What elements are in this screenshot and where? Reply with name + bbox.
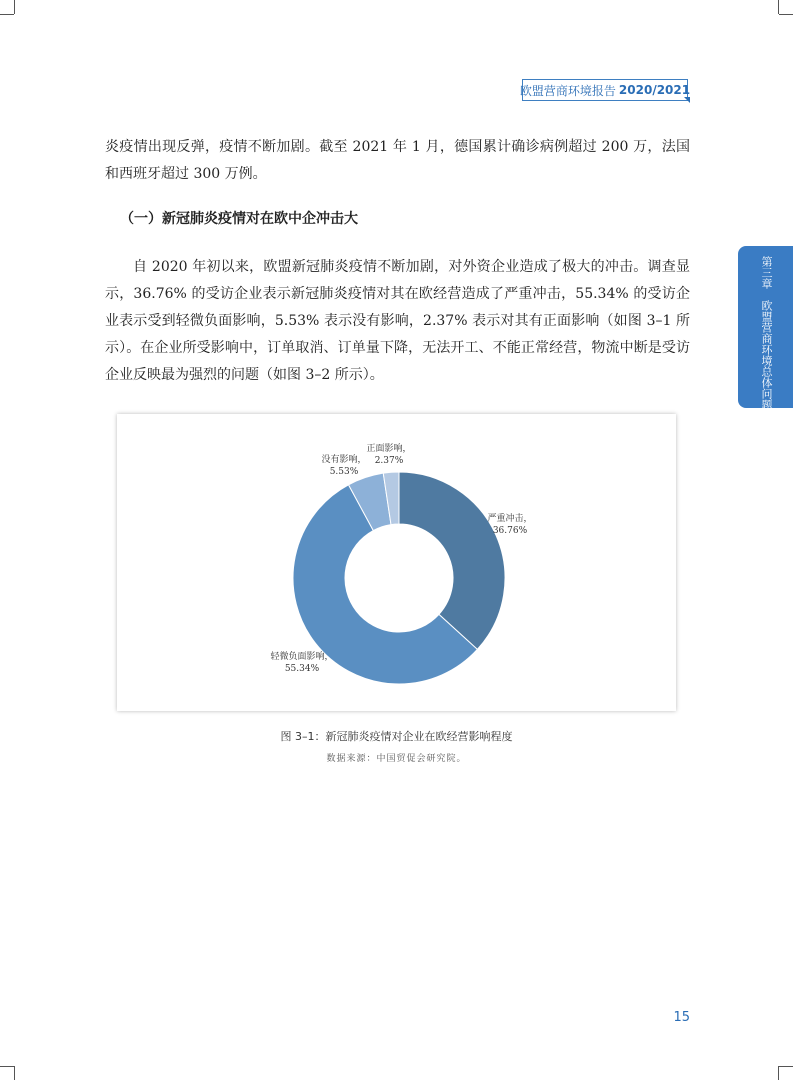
slice-label-3: 没有影响， 5.53%	[321, 455, 367, 477]
donut-slice-1	[399, 472, 505, 649]
crop-mark-tr-v	[778, 0, 779, 14]
paragraph-continued: 炎疫情出现反弹，疫情不断加剧。截至 2021 年 1 月，德国累计确诊病例超过 200 万，法国和西班牙超过 300 万例。	[105, 139, 690, 182]
crop-mark-tr	[779, 14, 793, 15]
running-header	[519, 79, 691, 101]
crop-mark-br-v	[778, 1066, 779, 1080]
crop-mark-br	[779, 1066, 793, 1067]
chapter-side-tab-label: 第三章 欧盟营商环境总体问题	[760, 256, 773, 410]
page-number: 15	[673, 1010, 690, 1025]
figure-3-1	[117, 414, 676, 711]
paragraph-survey: 自 2020 年初以来，欧盟新冠肺炎疫情不断加剧，对外资企业造成了极大的冲击。调查显示，36.76% 的受访企业表示新冠肺炎疫情对其在欧经营造成了严重冲击，55.34% 的受访企业表示受到轻微负面影响，5.53% 表示没有影响，2.37% 表示对其有正面影响（如图 3–1 所示）。在企业所受影响中，订单取消、订单量下降，无法开工、不能正常经营，物流中断是受访企业反映最为强烈的问题（如图 3–2 所示）。	[105, 259, 690, 383]
running-header-title: 欧盟营商环境报告	[519, 83, 616, 98]
crop-mark-tl	[0, 14, 14, 15]
crop-mark-bl-v	[14, 1066, 15, 1080]
figure-source: 数据来源：中国贸促会研究院。	[326, 754, 467, 764]
running-header-year: 2020/2021	[618, 83, 691, 97]
section-heading: （一）新冠肺炎疫情对在欧中企冲击大	[120, 211, 358, 227]
slice-label-2: 轻微负面影响， 55.34%	[270, 652, 334, 674]
crop-mark-bl	[0, 1066, 14, 1067]
crop-mark-tl-v	[14, 0, 15, 14]
slice-label-1: 严重冲击， 36.76%	[487, 514, 533, 536]
header-corner-mark	[684, 97, 690, 103]
figure-caption: 图 3–1：新冠肺炎疫情对企业在欧经营影响程度	[280, 730, 513, 743]
donut-chart	[117, 414, 676, 711]
slice-label-4: 正面影响， 2.37%	[366, 444, 412, 466]
